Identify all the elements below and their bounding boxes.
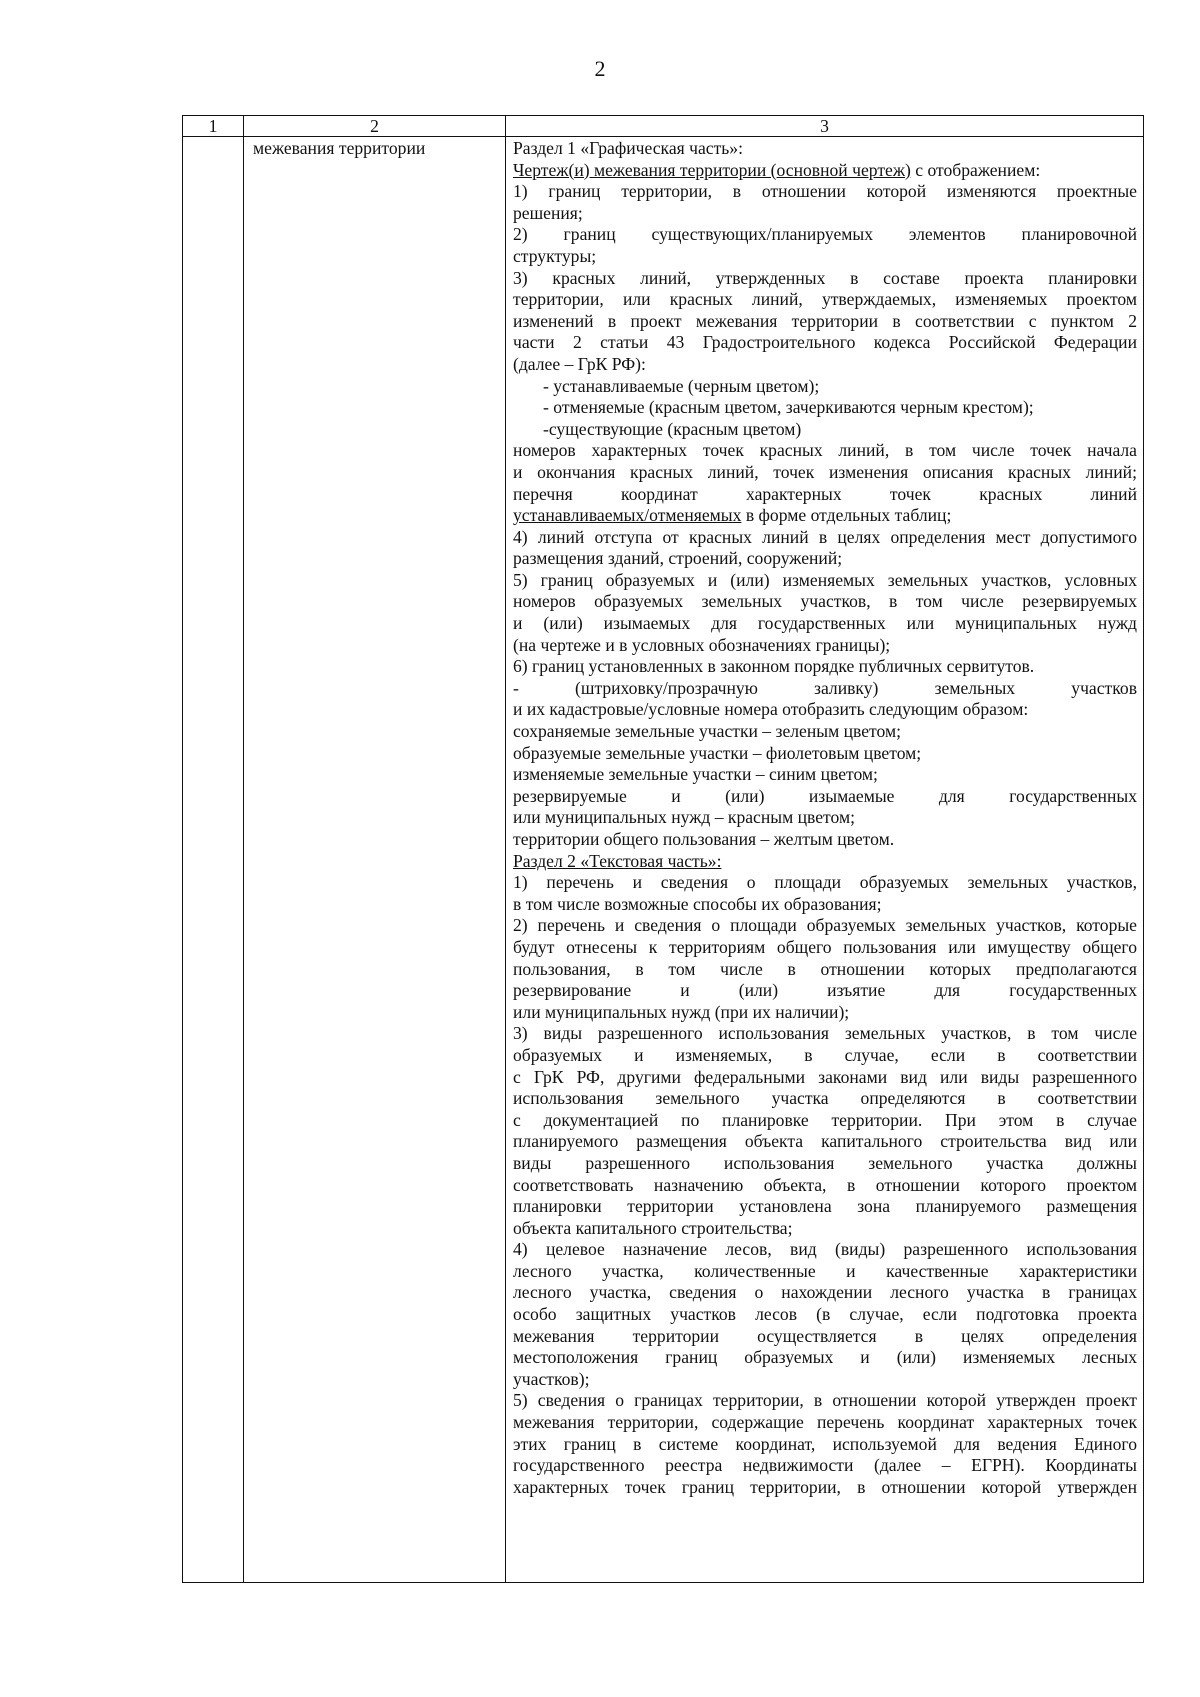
text-line (513, 1369, 1137, 1391)
text-line (513, 1434, 1137, 1456)
text-line-content: с документацией по планировке территории. При этом в случае (513, 1109, 1137, 1130)
text-line (513, 1304, 1137, 1326)
text-line (513, 1390, 1137, 1412)
text-line-content: территории, или красных линий, утверждаемых, изменяемых проектом (513, 289, 1137, 310)
text-line (513, 419, 1137, 441)
text-line-content: 5) границ образуемых и (или) изменяемых земельных участков, условных (513, 569, 1137, 590)
text-line-content: будут отнесены к территориям общего пользования или имуществу общего (513, 936, 1137, 957)
text-line-content: - (штриховку/прозрачную заливку) земельных участков (513, 677, 1137, 698)
text-line (513, 138, 1137, 160)
text-line (513, 376, 1137, 398)
text-line-content: территории общего пользования – желтым цветом. (513, 829, 895, 849)
text-line (513, 1002, 1137, 1024)
text-line (513, 1131, 1137, 1153)
text-line-content: сохраняемые земельные участки – зеленым цветом; (513, 721, 901, 742)
text-line-content: части 2 статьи 43 Градостроительного кодекса Российской Федерации (513, 332, 1137, 353)
text-line-content: планировки территории установлена зона планируемого размещения (513, 1196, 1137, 1217)
text-line (513, 764, 1137, 786)
cell-number (183, 137, 244, 1583)
text-line-content: участков); (513, 1368, 590, 1389)
text-line (513, 484, 1137, 506)
text-line-content: образуемых и изменяемых, в случае, если в соответствии (513, 1044, 1137, 1065)
text-line-content: (далее – ГрК РФ): (513, 353, 646, 374)
text-line-content: образуемые земельные участки – фиолетовым цветом; (513, 742, 922, 763)
text-line-content: пользования, в том числе в отношении которых предполагаются (513, 958, 1137, 979)
text-line (513, 1153, 1137, 1175)
cell-document-name: межевания территории (244, 137, 506, 1583)
text-line-content: -существующие (красным цветом) (543, 418, 802, 439)
text-line-content: характерных точек границ территории, в отношении которой утвержден (513, 1476, 1137, 1497)
text-line-content: - устанавливаемые (черным цветом); (543, 375, 820, 396)
text-line (513, 1218, 1137, 1240)
text-line-content: 4) целевое назначение лесов, вид (виды) разрешенного использования (513, 1239, 1137, 1260)
text-line-content: 3) красных линий, утвержденных в составе проекта планировки (513, 267, 1137, 288)
text-line-content: 5) сведения о границах территории, в отношении которой утвержден проект (513, 1390, 1137, 1411)
text-line (513, 591, 1137, 613)
text-line (513, 635, 1137, 657)
text-line (513, 397, 1137, 419)
text-line (513, 1045, 1137, 1067)
text-line-content: и окончания красных линий, точек изменения описания красных линий; (513, 461, 1137, 482)
text-line (513, 1196, 1137, 1218)
text-line (513, 224, 1137, 246)
text-line-content: (на чертеже и в условных обозначениях границы); (513, 634, 891, 655)
text-line-content: 3) виды разрешенного использования земельных участков, в том числе (513, 1023, 1137, 1044)
text-line-content: объекта капитального строительства; (513, 1217, 793, 1238)
text-line (513, 915, 1137, 937)
text-line (513, 786, 1137, 808)
text-line (513, 354, 1137, 376)
text-line (513, 268, 1137, 290)
text-line (513, 505, 1137, 527)
text-line-content: межевания территории осуществляется в целях определения (513, 1325, 1137, 1346)
text-line-content: Чертеж(и) межевания территории (основной чертеж) (513, 159, 911, 180)
cell-requirements (506, 137, 1144, 1583)
text-line-content: 1) границ территории, в отношении которой изменяются проектные (513, 181, 1137, 202)
text-line (513, 1347, 1137, 1369)
text-line (513, 807, 1137, 829)
text-line-tail: с отображением: (910, 159, 1041, 180)
text-line-content: и их кадастровые/условные номера отобразить следующим образом: (513, 699, 1029, 720)
text-line-content: резервирование и (или) изъятие для государственных (513, 980, 1137, 1001)
text-line-content: с ГрК РФ, другими федеральными законами вид или виды разрешенного (513, 1066, 1137, 1087)
column-header-3: 3 (506, 116, 1144, 137)
text-line (513, 246, 1137, 268)
text-line-content: устанавливаемых/отменяемых (513, 505, 742, 526)
text-line-content: или муниципальных нужд – красным цветом; (513, 807, 855, 828)
page-number: 2 (594, 56, 606, 81)
text-line (513, 1412, 1137, 1434)
text-line (513, 959, 1137, 981)
text-line (513, 656, 1137, 678)
text-line (513, 311, 1137, 333)
text-line-content: планируемого размещения объекта капитального строительства вид или (513, 1131, 1137, 1152)
text-line (513, 1455, 1137, 1477)
text-line-content: виды разрешенного использования земельного участка должны (513, 1152, 1137, 1173)
text-line-content: или муниципальных нужд (при их наличии); (513, 1001, 850, 1022)
text-line-tail: в форме отдельных таблиц; (741, 505, 952, 526)
text-line-content: лесного участка, количественные и качественные характеристики (513, 1260, 1137, 1281)
text-line (513, 1477, 1137, 1499)
text-line (513, 1088, 1137, 1110)
text-line-content: межевания территории, содержащие перечень координат характерных точек (513, 1412, 1137, 1433)
text-line (513, 721, 1137, 743)
text-line-content: изменяемые земельные участки – синим цветом; (513, 764, 878, 785)
text-line-content: Раздел 1 «Графическая часть»: (513, 138, 743, 158)
text-line (513, 440, 1137, 462)
text-line (513, 872, 1137, 894)
text-line-content: 6) границ установленных в законном порядке публичных сервитутов. (513, 656, 1035, 677)
text-line (513, 462, 1137, 484)
text-line (513, 1282, 1137, 1304)
text-line (513, 332, 1137, 354)
text-line-content: местоположения границ образуемых и (или) изменяемых лесных (513, 1347, 1137, 1368)
text-line-content: 2) перечень и сведения о площади образуемых земельных участков, которые (513, 915, 1137, 936)
text-line-content: соответствовать назначению объекта, в отношении которого проектом (513, 1174, 1137, 1195)
text-line-content: лесного участка, сведения о нахождении лесного участка в границах (513, 1282, 1137, 1303)
text-line-content: - отменяемые (красным цветом, зачеркиваются черным крестом); (543, 397, 1034, 418)
text-line (513, 743, 1137, 765)
column-header-2: 2 (244, 116, 506, 137)
text-line-content: государственного реестра недвижимости (далее – ЕГРН). Координаты (513, 1455, 1137, 1476)
text-line (513, 160, 1137, 182)
text-line (513, 1261, 1137, 1283)
text-line (513, 851, 1137, 873)
text-line (513, 937, 1137, 959)
text-line (513, 1110, 1137, 1132)
text-line-content: решения; (513, 202, 583, 223)
text-line (513, 829, 1137, 851)
text-line-content: изменений в проект межевания территории в соответствии с пунктом 2 (513, 310, 1137, 331)
text-line (513, 1067, 1137, 1089)
text-line (513, 1326, 1137, 1348)
text-line-content: 2) границ существующих/планируемых элементов планировочной (513, 224, 1137, 245)
text-line (513, 289, 1137, 311)
text-line (513, 548, 1137, 570)
text-line-content: размещения зданий, строений, сооружений; (513, 548, 843, 569)
text-line (513, 527, 1137, 549)
text-line-content: 4) линий отступа от красных линий в целях определения мест допустимого (513, 526, 1137, 547)
column-header-1: 1 (183, 116, 244, 137)
text-line (513, 980, 1137, 1002)
text-line-content: резервируемые и (или) изымаемые для государственных (513, 785, 1137, 806)
text-line (513, 1239, 1137, 1261)
table-header-row (183, 116, 1144, 137)
text-line-content: в том числе возможные способы их образования; (513, 893, 882, 914)
text-line-content: перечня координат характерных точек красных линий (513, 483, 1137, 504)
text-line (513, 181, 1137, 203)
text-line-content: номеров характерных точек красных линий, в том числе точек начала (513, 440, 1137, 461)
text-line (513, 1175, 1137, 1197)
text-line-content: и (или) изымаемых для государственных или муниципальных нужд (513, 613, 1137, 634)
text-line (513, 613, 1137, 635)
text-line (513, 1023, 1137, 1045)
text-line (513, 203, 1137, 225)
text-line (513, 894, 1137, 916)
table-row (183, 137, 1144, 1583)
text-line-content: 1) перечень и сведения о площади образуемых земельных участков, (513, 872, 1137, 893)
text-line-content: использования земельного участка определяются в соответствии (513, 1088, 1137, 1109)
text-line (513, 570, 1137, 592)
text-line-content: особо защитных участков лесов (в случае, если подготовка проекта (513, 1304, 1137, 1325)
text-line (513, 699, 1137, 721)
text-line (513, 678, 1137, 700)
text-line-content: номеров образуемых земельных участков, в том числе резервируемых (513, 591, 1137, 612)
document-table (182, 115, 1144, 1583)
text-line-content: Раздел 2 «Текстовая часть»: (513, 850, 722, 871)
text-line-content: структуры; (513, 245, 597, 266)
text-line-content: этих границ в системе координат, используемой для ведения Единого (513, 1433, 1137, 1454)
